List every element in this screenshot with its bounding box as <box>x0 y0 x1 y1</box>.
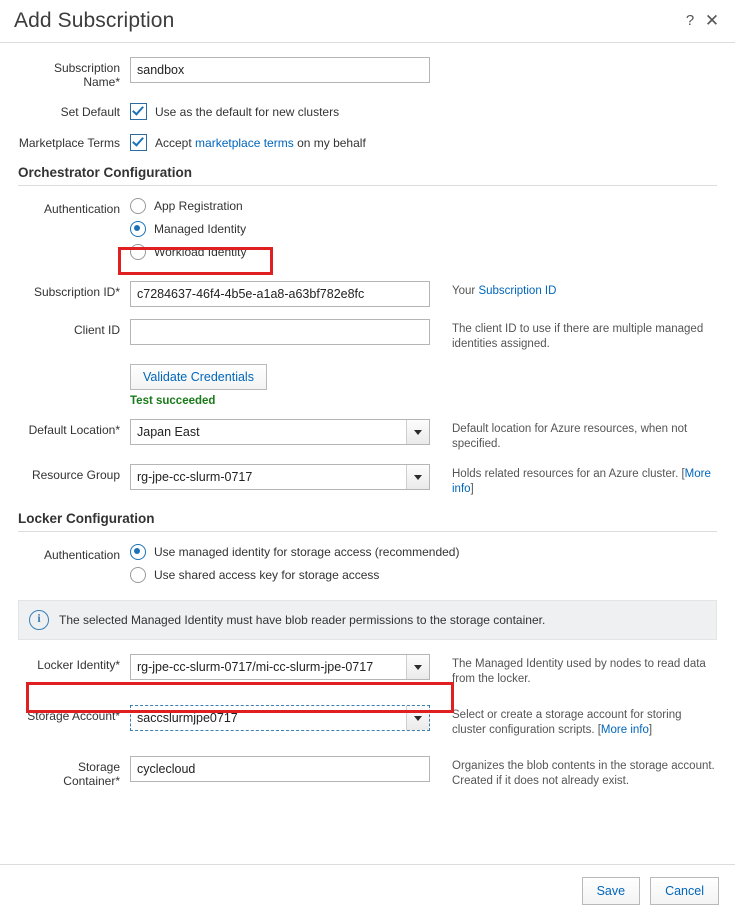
resource-group-hint-link[interactable]: More info <box>452 468 711 495</box>
subscription-name-field <box>130 57 430 83</box>
subscription-id-row <box>18 281 717 307</box>
resource-group-select[interactable] <box>130 464 430 490</box>
subscription-id-hint-prefix: Your <box>452 285 479 297</box>
storage-account-hint <box>430 705 717 738</box>
validate-status: Test succeeded <box>130 395 216 407</box>
chevron-down-icon[interactable] <box>406 420 429 444</box>
marketplace-terms-checkbox-label <box>155 136 366 150</box>
save-button[interactable]: Save <box>582 877 641 905</box>
section-divider <box>18 531 717 532</box>
client-id-label: Client ID <box>73 323 120 337</box>
radio-workload-identity[interactable] <box>130 244 450 260</box>
locker-identity-field <box>130 654 430 680</box>
radio-managed-identity-storage-label: Use managed identity for storage access (recommended) <box>154 545 460 559</box>
marketplace-terms-field <box>130 132 470 151</box>
info-banner <box>18 600 717 640</box>
radio-icon[interactable] <box>130 244 146 260</box>
storage-container-input[interactable] <box>130 756 430 782</box>
subscription-id-label: Subscription ID* <box>33 285 120 299</box>
radio-app-registration[interactable] <box>130 198 450 214</box>
subscription-name-input[interactable] <box>130 57 430 83</box>
set-default-field <box>130 101 430 120</box>
resource-group-hint-prefix: Holds related resources for an Azure cluster. [ <box>452 468 685 480</box>
dialog-titlebar <box>0 0 735 43</box>
default-location-select[interactable] <box>130 419 430 445</box>
marketplace-terms-suffix: on my behalf <box>293 135 366 150</box>
resource-group-field <box>130 464 430 490</box>
chevron-down-icon[interactable] <box>406 706 429 730</box>
set-default-checkbox-label: Use as the default for new clusters <box>155 104 340 119</box>
info-banner-text: The selected Managed Identity must have blob reader permissions to the storage container. <box>59 613 546 627</box>
chevron-down-icon[interactable] <box>406 465 429 489</box>
subscription-id-hint-link[interactable]: Subscription ID <box>478 285 557 297</box>
resource-group-row <box>18 464 717 497</box>
locker-section-title: Locker Configuration <box>18 511 155 526</box>
marketplace-terms-row <box>18 132 717 151</box>
resource-group-hint <box>430 464 717 497</box>
locker-identity-select[interactable] <box>130 654 430 680</box>
storage-container-label: Storage Container* <box>63 760 120 788</box>
orchestrator-section-header <box>18 165 717 186</box>
validate-field <box>130 364 430 407</box>
client-id-input[interactable] <box>130 319 430 345</box>
checkbox-icon[interactable] <box>130 103 147 120</box>
subscription-id-hint <box>430 281 717 299</box>
dialog-body <box>0 43 735 864</box>
locker-auth-options <box>130 544 530 590</box>
locker-identity-label: Locker Identity* <box>37 658 120 672</box>
marketplace-terms-checkbox[interactable] <box>130 132 470 151</box>
locker-identity-row <box>18 654 717 687</box>
locker-identity-value: rg-jpe-cc-slurm-0717/mi-cc-slurm-jpe-0717 <box>137 660 374 674</box>
orchestrator-section-title: Orchestrator Configuration <box>18 165 193 180</box>
radio-icon[interactable] <box>130 544 146 560</box>
chevron-down-icon[interactable] <box>406 655 429 679</box>
radio-icon[interactable] <box>130 198 146 214</box>
default-location-value: Japan East <box>137 425 200 439</box>
resource-group-hint-suffix: ] <box>470 483 474 495</box>
validate-spacer <box>18 364 130 368</box>
resource-group-value: rg-jpe-cc-slurm-0717 <box>137 470 253 484</box>
radio-icon[interactable] <box>130 567 146 583</box>
checkbox-icon[interactable] <box>130 134 147 151</box>
storage-account-label: Storage Account* <box>27 709 120 723</box>
validate-credentials-row <box>18 364 717 407</box>
subscription-id-input[interactable] <box>130 281 430 307</box>
default-location-hint: Default location for Azure resources, when not specified. <box>452 423 688 450</box>
storage-account-field <box>130 705 430 731</box>
default-location-label: Default Location* <box>28 423 120 437</box>
radio-icon[interactable] <box>130 221 146 237</box>
dialog-footer <box>0 864 735 916</box>
marketplace-terms-label: Marketplace Terms <box>18 136 120 150</box>
validate-credentials-button[interactable]: Validate Credentials <box>130 364 267 390</box>
info-icon: i <box>29 610 49 630</box>
section-divider <box>18 185 717 186</box>
locker-auth-row <box>18 544 717 590</box>
storage-account-row <box>18 705 717 738</box>
subscription-name-label: Subscription Name* <box>53 61 120 89</box>
locker-identity-hint: The Managed Identity used by nodes to read data from the locker. <box>452 658 706 685</box>
subscription-name-hint <box>430 57 717 60</box>
storage-container-row <box>18 756 717 789</box>
radio-app-registration-label: App Registration <box>154 199 243 213</box>
default-location-row <box>18 419 717 452</box>
set-default-hint <box>430 101 717 104</box>
subscription-name-row <box>18 57 717 89</box>
default-location-field <box>130 419 430 445</box>
storage-account-hint-suffix: ] <box>648 724 653 736</box>
radio-shared-access-key[interactable] <box>130 567 530 583</box>
marketplace-terms-link[interactable]: marketplace terms <box>195 135 294 150</box>
client-id-field <box>130 319 430 345</box>
set-default-label: Set Default <box>60 105 120 119</box>
storage-account-value: saccslurmjpe0717 <box>137 711 238 725</box>
storage-account-select[interactable] <box>130 705 430 731</box>
dialog-title: Add Subscription <box>14 9 175 32</box>
help-icon[interactable]: ? <box>685 12 695 29</box>
validate-hint <box>430 364 717 367</box>
resource-group-label: Resource Group <box>31 468 120 482</box>
close-icon[interactable]: ✕ <box>704 11 720 30</box>
locker-auth-label: Authentication <box>43 548 120 562</box>
set-default-checkbox[interactable] <box>130 101 430 120</box>
storage-container-hint: Organizes the blob contents in the storage account. Created if it does not already exist. <box>452 760 715 787</box>
radio-managed-identity-storage[interactable] <box>130 544 530 560</box>
marketplace-terms-prefix: Accept <box>155 135 196 150</box>
radio-workload-identity-label: Workload Identity <box>154 245 247 259</box>
radio-managed-identity-label: Managed Identity <box>154 222 247 236</box>
orchestrator-auth-label: Authentication <box>43 202 120 216</box>
radio-managed-identity[interactable] <box>130 221 450 237</box>
orchestrator-auth-row <box>18 198 717 267</box>
subscription-id-field <box>130 281 430 307</box>
storage-container-field <box>130 756 430 782</box>
client-id-row <box>18 319 717 352</box>
orchestrator-auth-options <box>130 198 450 267</box>
client-id-hint: The client ID to use if there are multiple managed identities assigned. <box>452 323 704 350</box>
radio-shared-access-key-label: Use shared access key for storage access <box>154 568 380 582</box>
locker-section-header <box>18 511 717 532</box>
cancel-button[interactable]: Cancel <box>650 877 719 905</box>
storage-account-hint-prefix: Select or create a storage account for storing cluster configuration scripts. [ <box>452 709 682 736</box>
storage-account-hint-link[interactable]: More info <box>600 724 649 736</box>
set-default-row <box>18 101 717 120</box>
